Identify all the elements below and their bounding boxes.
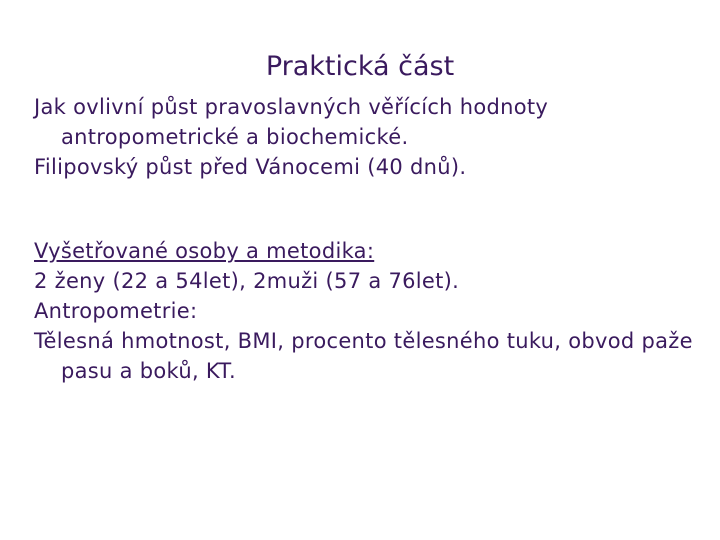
- intro-fast: Filipovský půst před Vánocemi (40 dnů).: [34, 155, 467, 179]
- slide-title: Praktická část: [265, 51, 455, 82]
- subjects-line: 2 ženy (22 a 54let), 2muži (57 a 76let).: [34, 269, 460, 293]
- slide-body: [34, 92, 694, 386]
- section-heading: Vyšetřované osoby a metodika:: [34, 239, 375, 263]
- anthropometry-label: Antropometrie:: [34, 299, 198, 323]
- intro-question: Jak ovlivní půst pravoslavných věřících hodnoty antropometrické a biochemické.: [34, 95, 549, 149]
- spacer: [34, 182, 694, 236]
- measurements-line: Tělesná hmotnost, BMI, procento tělesného tuku, obvod paže pasu a boků, KT.: [34, 329, 693, 383]
